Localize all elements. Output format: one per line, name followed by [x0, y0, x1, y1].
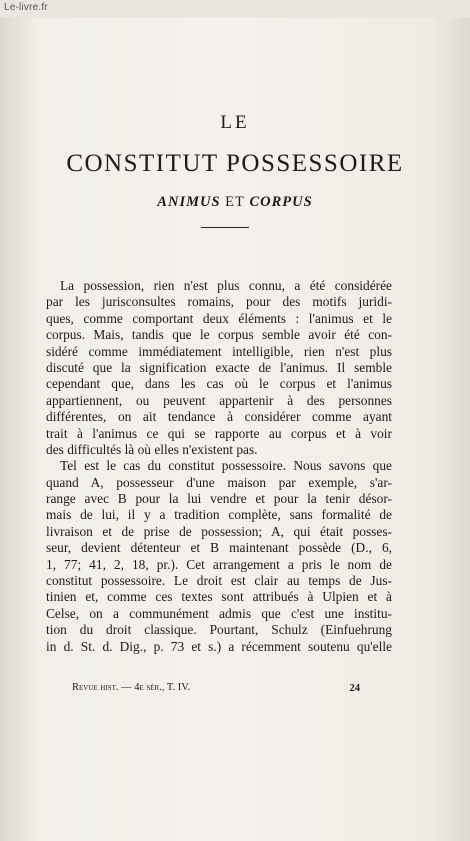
- page-footer: [72, 682, 402, 693]
- text-line: Tel est le cas du constitut possessoire. Nous savons que: [60, 458, 392, 474]
- text-line: in d. St. d. Dig., p. 73 et s.) a récemment soutenu qu'elle: [46, 638, 392, 654]
- body-text: [46, 278, 392, 655]
- subtitle: [0, 194, 470, 211]
- page-number: 24: [349, 683, 360, 694]
- text-line: trait à l'animus ce qui se rapporte au corpus et à voir: [46, 425, 392, 441]
- title-divider: [201, 227, 249, 228]
- text-line: constitut possessoire. Le droit est clair au temps de Jus-: [46, 573, 392, 589]
- subtitle-corpus: CORPUS: [249, 194, 313, 210]
- text-line: quand A, possesseur d'une maison par exemple, s'ar-: [46, 474, 392, 490]
- text-line: livraison et de prise de possession; A, qui était posses-: [46, 523, 392, 539]
- heading-article: LE: [220, 112, 250, 133]
- text-line: cependant que, dans les cas où le corpus et l'animus: [46, 376, 392, 392]
- text-line: appartiennent, ou peuvent appartenir à des personnes: [46, 392, 392, 408]
- watermark-text: Le-livre.fr: [4, 2, 48, 13]
- subtitle-et: ET: [225, 194, 245, 210]
- text-line: Celse, on a communément admis que c'est une institu-: [46, 605, 392, 621]
- text-line: différentes, on ait tendance à considérer comme ayant: [46, 409, 392, 425]
- text-line: discuté que la signification exacte de l'animus. Il semble: [46, 359, 392, 375]
- text-line: corpus. Mais, tandis que le corpus semble avoir été con-: [46, 327, 392, 343]
- text-line: par les jurisconsultes romains, pour des motifs juridi-: [46, 294, 392, 310]
- text-line: range avec B pour la lui vendre et pour la tenir désor-: [46, 491, 392, 507]
- text-line: mais de lui, il y a tradition complète, sans formalité de: [46, 507, 392, 523]
- text-line: sidéré comme immédiatement intelligible, rien n'est plus: [46, 343, 392, 359]
- text-line: tinien et, comme ces textes sont attribués à Ulpien et à: [46, 589, 392, 605]
- text-line: ques, comme comportant deux éléments : l'animus et le: [46, 310, 392, 326]
- text-line: seur, devient détenteur et B maintenant possède (D., 6,: [46, 540, 392, 556]
- text-line: La possession, rien n'est plus connu, a été considérée: [60, 278, 392, 293]
- journal-reference: Revue hist. — 4e sér., T. IV.: [72, 682, 191, 693]
- text-line: des difficultés là où elles n'existent pas.: [46, 441, 258, 457]
- subtitle-animus: ANIMUS: [157, 194, 221, 210]
- text-line: tion du droit classique. Pourtant, Schulz (Einfuehrung: [46, 622, 392, 638]
- text-line: 1, 77; 41, 2, 18, pr.). Cet arrangement a pris le nom de: [46, 556, 392, 572]
- page-title: CONSTITUT POSSESSOIRE: [66, 150, 404, 177]
